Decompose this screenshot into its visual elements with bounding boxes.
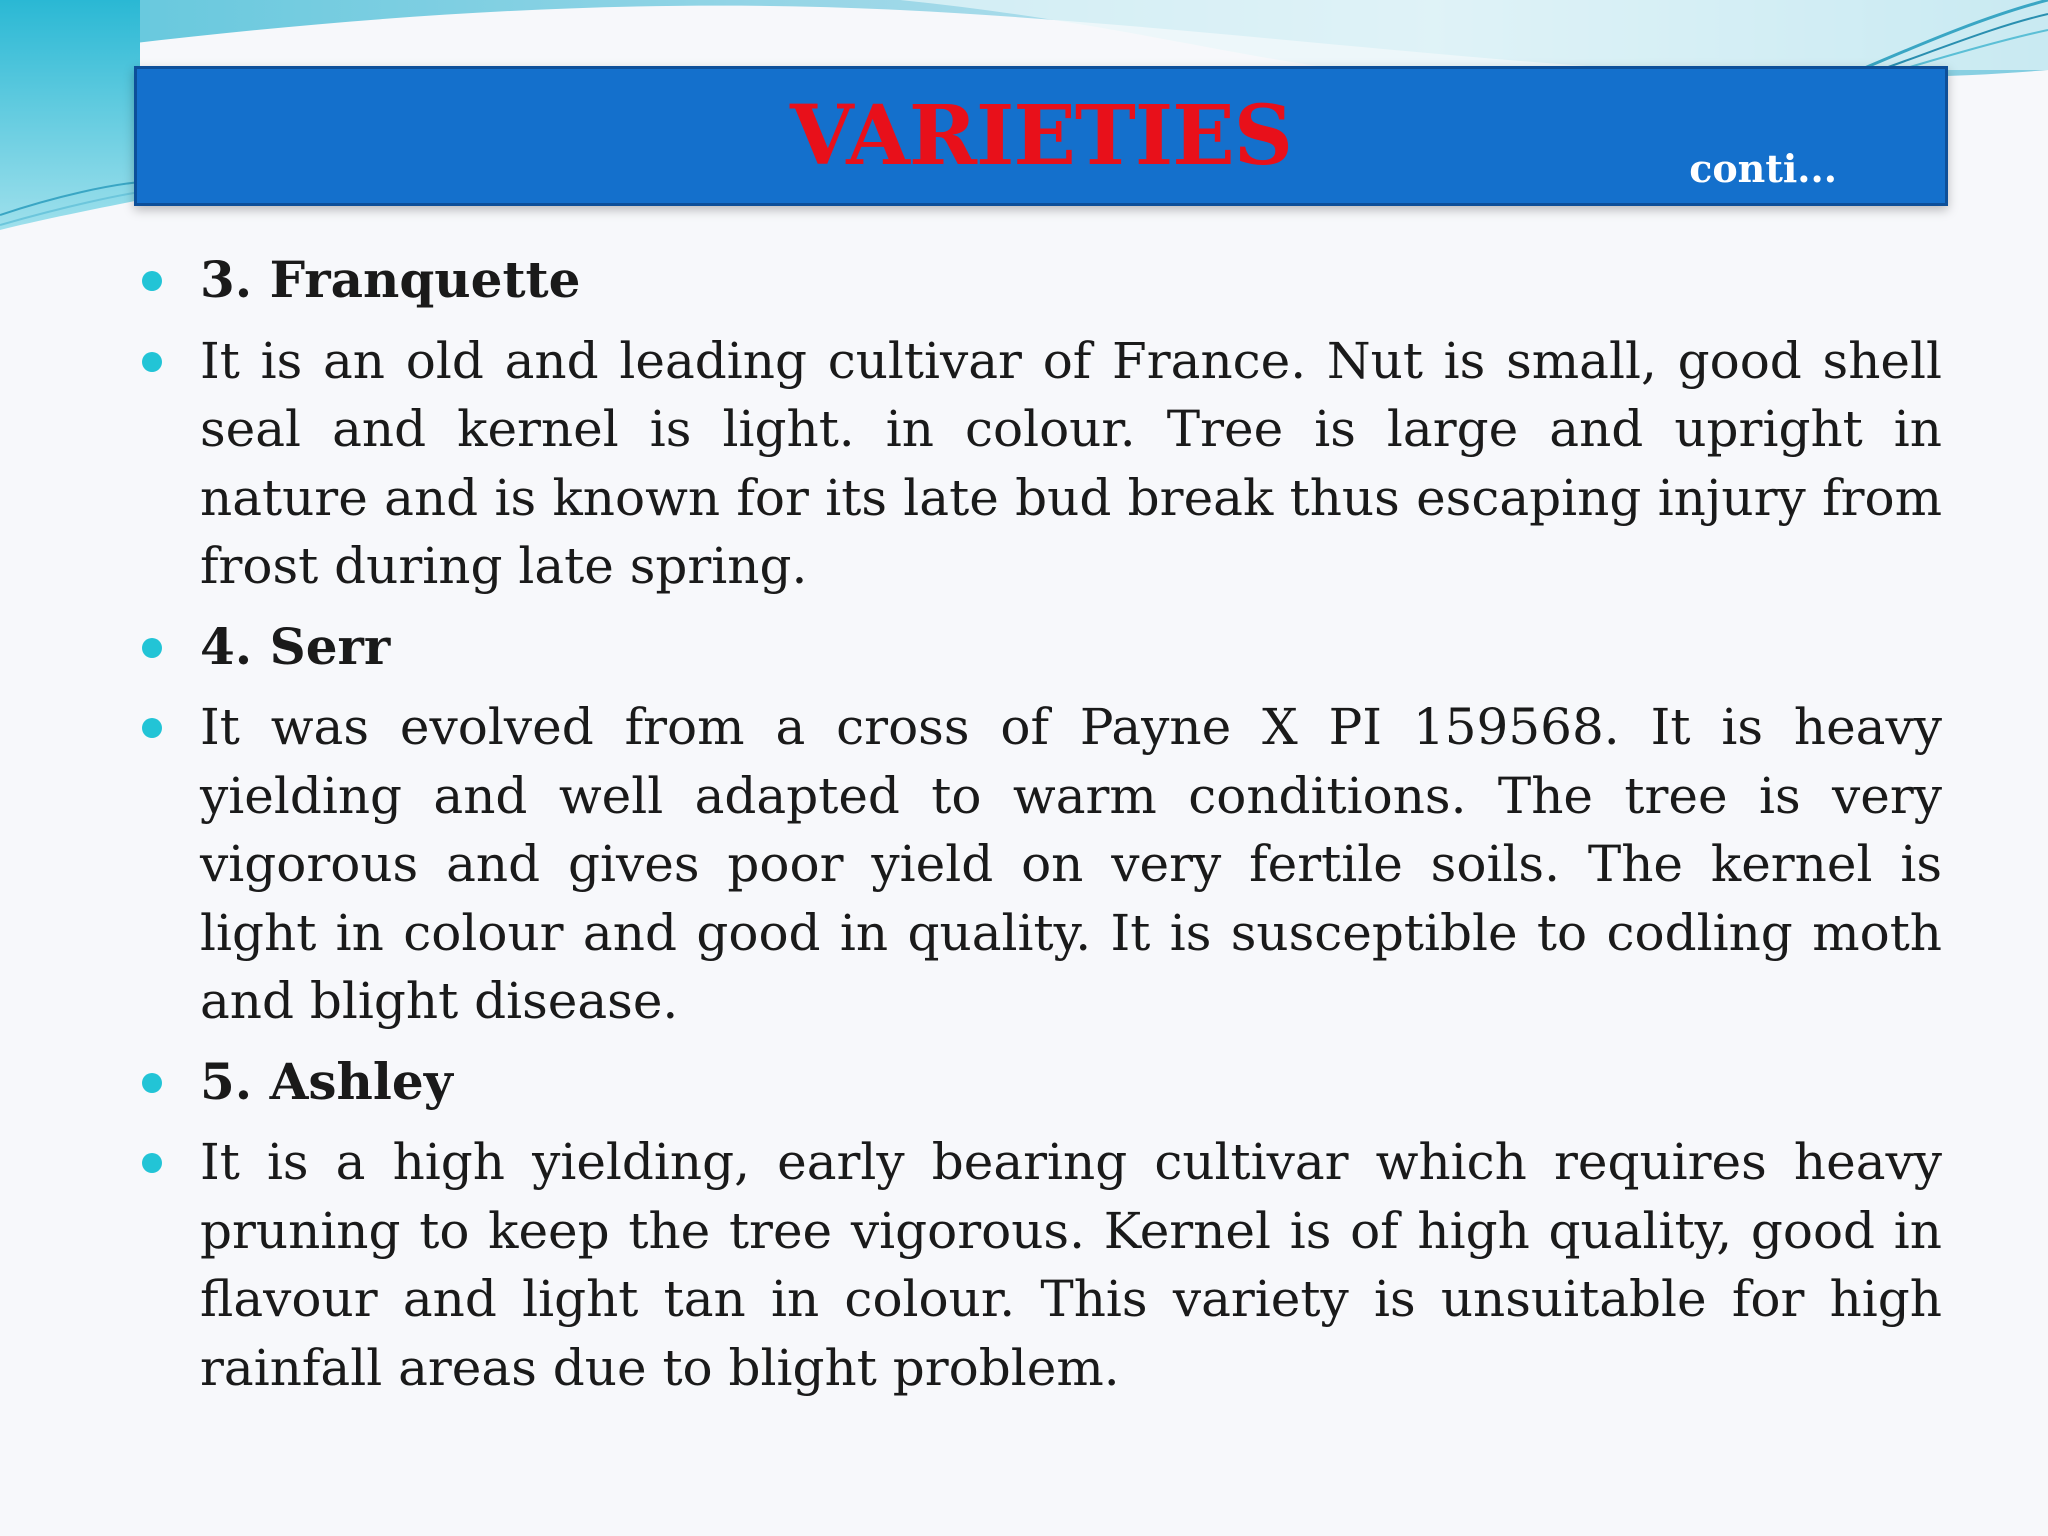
bullet-text: 4. Serr <box>200 616 391 676</box>
bullet-text: It is an old and leading cultivar of France. Nut is small, good shell seal and kernel is light. in colour. Tree is large and upright in nature and is known for its late bud break thus escaping injury from frost during late spring. <box>200 331 1942 595</box>
bullet-paragraph <box>200 327 1942 601</box>
bullet-dot-icon <box>142 1073 162 1093</box>
bullet-text: 5. Ashley <box>200 1051 453 1111</box>
bullet-heading <box>200 246 1942 315</box>
slide-title: VARIETIES <box>790 88 1292 184</box>
bullet-text: It is a high yielding, early bearing cultivar which requires heavy pruning to keep the tree vigorous. Kernel is of high quality, good in flavour and light tan in colour. This variety is unsuitable for high rainfall areas due to blight problem. <box>200 1133 1942 1397</box>
bullet-text: It was evolved from a cross of Payne X PI 159568. It is heavy yielding and well adapted to warm conditions. The tree is very vigorous and gives poor yield on very fertile soils. The kernel is light in colour and good in quality. It is susceptible to codling moth and blight disease. <box>200 698 1942 1030</box>
slide-subtitle: conti... <box>1689 146 1837 191</box>
bullet-heading <box>200 1048 1942 1117</box>
bullet-heading <box>200 613 1942 682</box>
bullet-dot-icon <box>142 271 162 291</box>
bullet-dot-icon <box>142 718 162 738</box>
bullet-dot-icon <box>142 1153 162 1173</box>
bullet-dot-icon <box>142 638 162 658</box>
title-bar <box>134 66 1948 206</box>
bullet-text: 3. Franquette <box>200 250 581 309</box>
bullet-dot-icon <box>142 352 162 372</box>
bullet-list <box>200 246 1942 1414</box>
bullet-paragraph <box>200 1128 1942 1402</box>
bullet-paragraph <box>200 693 1942 1036</box>
